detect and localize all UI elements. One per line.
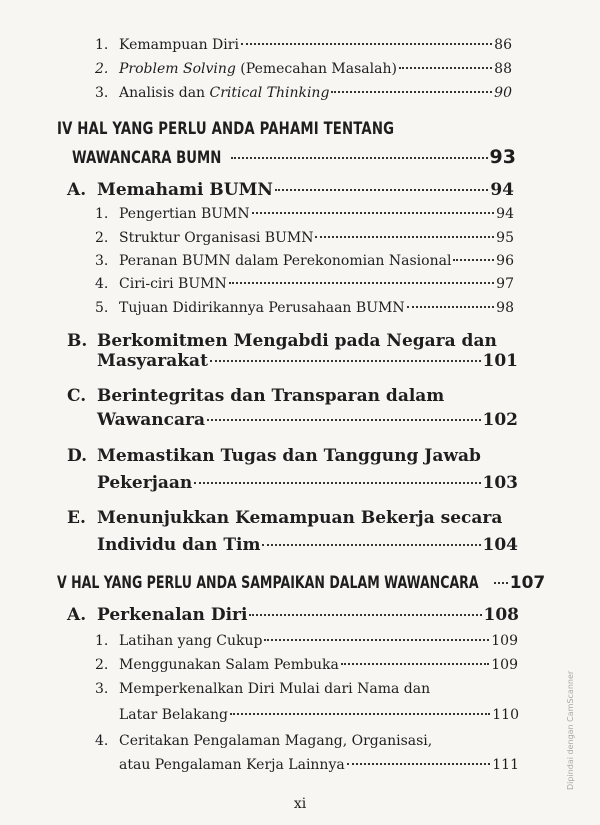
entry-page: 101 bbox=[482, 351, 518, 371]
entry-number: 2. bbox=[95, 61, 109, 77]
entry-title: Ciri-ciri BUMN bbox=[119, 276, 227, 292]
entry-page: 86 bbox=[494, 37, 512, 53]
entry-page: 94 bbox=[490, 180, 514, 200]
toc-entry bbox=[119, 707, 519, 723]
dot-leader bbox=[241, 43, 492, 45]
section-title-cont: Masyarakat bbox=[97, 351, 208, 371]
toc-entry bbox=[72, 146, 516, 168]
toc-entry bbox=[57, 573, 546, 593]
entry-number: 1. bbox=[95, 206, 109, 222]
toc-entry bbox=[97, 473, 518, 493]
section-label: C. bbox=[67, 386, 87, 406]
entry-number: 2. bbox=[95, 657, 109, 673]
dot-leader bbox=[229, 282, 494, 284]
entry-page: 111 bbox=[492, 757, 519, 773]
section-title: Perkenalan Diri bbox=[97, 605, 248, 625]
toc-entry bbox=[95, 85, 512, 101]
toc-entry bbox=[67, 605, 519, 625]
entry-page: 88 bbox=[494, 61, 512, 77]
dot-leader bbox=[249, 614, 481, 616]
entry-title: Kemampuan Diri bbox=[119, 37, 239, 53]
dot-leader bbox=[207, 419, 481, 421]
entry-page: 109 bbox=[491, 657, 518, 673]
entry-number: 5. bbox=[95, 300, 109, 316]
entry-page: 94 bbox=[496, 206, 514, 222]
entry-number: 2. bbox=[95, 230, 109, 246]
toc-entry bbox=[67, 180, 514, 200]
dot-leader bbox=[264, 639, 489, 641]
toc-entry bbox=[119, 757, 519, 773]
dot-leader bbox=[275, 189, 488, 191]
dot-leader bbox=[315, 236, 494, 238]
section-title-cont: Wawancara bbox=[97, 410, 205, 430]
dot-leader bbox=[341, 663, 489, 665]
section-title: Memahami BUMN bbox=[97, 180, 273, 200]
dot-leader bbox=[453, 259, 494, 261]
entry-title: Latihan yang Cukup bbox=[119, 633, 263, 649]
section-label: E. bbox=[67, 508, 86, 528]
entry-title: Analisis dan bbox=[119, 85, 210, 101]
toc-entry bbox=[97, 410, 518, 430]
section-title-cont: Individu dan Tim bbox=[97, 535, 261, 555]
entry-page: 103 bbox=[482, 473, 518, 493]
section-title: Memastikan Tugas dan Tanggung Jawab bbox=[97, 446, 481, 466]
entry-page: 95 bbox=[496, 230, 514, 246]
section-label: A. bbox=[67, 180, 87, 200]
entry-title: Peranan BUMN dalam Perekonomian Nasional bbox=[119, 253, 452, 269]
toc-entry bbox=[97, 351, 518, 371]
entry-page: 90 bbox=[494, 85, 512, 101]
scanner-watermark: Dipindai dengan CamScanner bbox=[566, 670, 575, 790]
dot-leader bbox=[262, 544, 480, 546]
toc-entry-line bbox=[67, 386, 444, 406]
chapter-heading: IV HAL YANG PERLU ANDA PAHAMI TENTANG bbox=[57, 119, 395, 139]
dot-leader bbox=[230, 713, 490, 715]
entry-number: 3. bbox=[95, 253, 109, 269]
toc-entry bbox=[95, 276, 514, 292]
toc-entry bbox=[95, 37, 512, 53]
toc-entry bbox=[97, 535, 518, 555]
dot-leader bbox=[194, 482, 480, 484]
entry-title: Ceritakan Pengalaman Magang, Organisasi, bbox=[119, 733, 433, 749]
section-title-cont: Pekerjaan bbox=[97, 473, 193, 493]
toc-entry-line bbox=[67, 508, 502, 528]
entry-page: 107 bbox=[509, 573, 546, 593]
section-title: Menunjukkan Kemampuan Bekerja secara bbox=[97, 508, 503, 528]
toc-entry-line bbox=[95, 733, 432, 749]
chapter-heading-cont: WAWANCARA BUMN bbox=[72, 148, 222, 168]
entry-page: 109 bbox=[491, 633, 518, 649]
dot-leader bbox=[494, 582, 508, 584]
entry-title: (Pemecahan Masalah) bbox=[235, 61, 397, 77]
section-title: Berkomitmen Mengabdi pada Negara dan bbox=[97, 331, 497, 351]
dot-leader bbox=[407, 306, 495, 308]
section-label: D. bbox=[67, 446, 88, 466]
entry-title-cont: Latar Belakang bbox=[119, 707, 228, 723]
entry-title: Struktur Organisasi BUMN bbox=[119, 230, 314, 246]
dot-leader bbox=[331, 91, 492, 93]
dot-leader bbox=[210, 360, 481, 362]
entry-title-italic: Critical Thinking bbox=[209, 85, 330, 101]
toc-entry bbox=[95, 206, 514, 222]
entry-number: 1. bbox=[95, 37, 109, 53]
toc-entry bbox=[95, 657, 518, 673]
toc-entry-line bbox=[95, 681, 430, 697]
entry-number: 3. bbox=[95, 85, 109, 101]
section-label: B. bbox=[67, 331, 88, 351]
dot-leader bbox=[231, 157, 487, 159]
page-number-footer: xi bbox=[293, 796, 307, 812]
entry-title-cont: atau Pengalaman Kerja Lainnya bbox=[119, 757, 345, 773]
toc-entry bbox=[95, 253, 514, 269]
entry-number: 3. bbox=[95, 681, 109, 697]
entry-title: Menggunakan Salam Pembuka bbox=[119, 657, 339, 673]
entry-number: 1. bbox=[95, 633, 109, 649]
section-title: Berintegritas dan Transparan dalam bbox=[97, 386, 445, 406]
entry-page: 98 bbox=[496, 300, 514, 316]
section-label: A. bbox=[67, 605, 87, 625]
entry-number: 4. bbox=[95, 276, 109, 292]
entry-page: 96 bbox=[496, 253, 514, 269]
toc-entry-line bbox=[67, 446, 481, 466]
entry-page: 97 bbox=[496, 276, 514, 292]
entry-title: Pengertian BUMN bbox=[119, 206, 250, 222]
dot-leader bbox=[347, 763, 491, 765]
entry-page: 93 bbox=[489, 146, 516, 168]
entry-title-italic: Problem Solving bbox=[119, 61, 236, 77]
entry-title: Memperkenalkan Diri Mulai dari Nama dan bbox=[119, 681, 431, 697]
toc-entry bbox=[95, 633, 518, 649]
dot-leader bbox=[252, 212, 495, 214]
entry-page: 110 bbox=[492, 707, 519, 723]
chapter-heading: V HAL YANG PERLU ANDA SAMPAIKAN DALAM WAWANCARA bbox=[57, 573, 479, 593]
entry-title: Tujuan Didirikannya Perusahaan BUMN bbox=[119, 300, 405, 316]
toc-entry bbox=[95, 61, 512, 77]
toc-entry bbox=[95, 300, 514, 316]
toc-entry-line bbox=[67, 331, 497, 351]
toc-entry bbox=[95, 230, 514, 246]
entry-page: 104 bbox=[482, 535, 518, 555]
entry-number: 4. bbox=[95, 733, 109, 749]
dot-leader bbox=[399, 67, 492, 69]
entry-page: 102 bbox=[482, 410, 518, 430]
entry-page: 108 bbox=[483, 605, 519, 625]
